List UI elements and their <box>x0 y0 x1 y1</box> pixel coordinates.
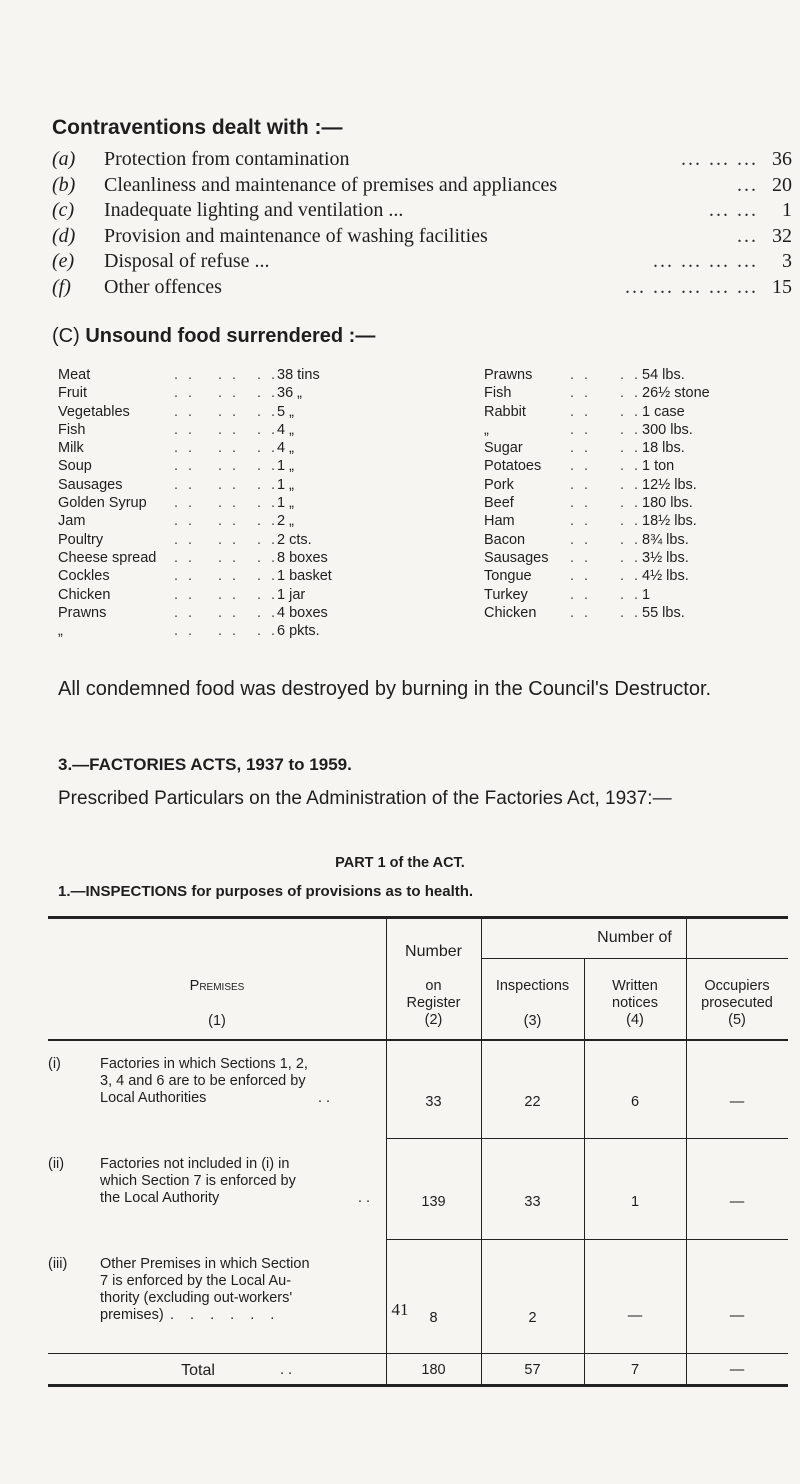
row-label-line: 7 is enforced by the Local Au- <box>100 1273 292 1289</box>
inspections-cell: 22 <box>524 1094 541 1110</box>
food-item: Pork <box>484 476 514 493</box>
leader-dots: . . <box>257 495 279 512</box>
leader-dots: . . <box>570 367 592 383</box>
list-item <box>52 276 792 302</box>
leader-dots: . . . . . . <box>170 1307 281 1323</box>
leader-dots: . . <box>570 476 592 493</box>
leader-dots: . . <box>218 513 240 530</box>
notices-cell: 1 <box>630 1194 640 1210</box>
leader-dots: . . <box>174 367 196 383</box>
leader-dots: . . <box>257 458 279 475</box>
leader-dots: . . <box>174 476 196 493</box>
header-rule <box>48 1039 788 1041</box>
item-text: Inadequate lighting and ventilation ... <box>104 199 404 222</box>
list-item <box>52 174 792 200</box>
food-quantity: 1 <box>642 586 651 603</box>
item-text: Disposal of refuse ... <box>104 250 270 273</box>
premises-header: Premises <box>189 978 245 994</box>
leader-dots: . . <box>570 604 592 621</box>
item-count: 3 <box>782 250 792 273</box>
leader-dots: . . <box>174 604 196 621</box>
leader-dots: . . <box>174 495 196 512</box>
item-text: Provision and maintenance of washing facilities <box>104 224 488 247</box>
inspections-header: Inspections <box>495 978 570 994</box>
section-title: Unsound food surrendered :— <box>85 325 376 347</box>
food-row <box>58 457 348 475</box>
unsound-food-heading <box>52 325 375 348</box>
item-text: Protection from contamination <box>104 148 350 170</box>
food-item: Jam <box>58 513 86 530</box>
leader-dots: . . <box>174 568 196 585</box>
item-count: 15 <box>772 275 792 298</box>
leader-dots: . . <box>318 1090 331 1106</box>
register-header-line: Register <box>406 995 461 1011</box>
total-label: Total <box>181 1362 215 1379</box>
food-quantity: 1 basket <box>277 568 332 585</box>
number-of-rule <box>481 958 788 959</box>
table-top-rule <box>48 916 788 919</box>
leader-dots: . . <box>570 586 592 603</box>
number-of-header: Number of <box>597 929 672 946</box>
leader-dots: . . <box>620 586 642 603</box>
prosecuted-cell: — <box>729 1308 745 1324</box>
food-item: Prawns <box>484 367 533 383</box>
food-quantity: 4 „ <box>277 440 294 457</box>
leader-dots: . . <box>570 403 592 420</box>
row-label-line: which Section 7 is enforced by <box>100 1173 296 1189</box>
leader-dots: . . <box>570 568 592 585</box>
list-item <box>52 250 792 276</box>
leader-dots: ... ... ... ... <box>653 250 758 273</box>
leader-dots: . . <box>257 513 279 530</box>
row-label-line: 3, 4 and 6 are to be enforced by <box>100 1073 306 1089</box>
food-row <box>58 421 348 439</box>
leader-dots: . . <box>174 513 196 530</box>
leader-dots: . . <box>620 476 642 493</box>
leader-dots: ... <box>737 173 758 196</box>
leader-dots: . . <box>218 403 240 420</box>
leader-dots: . . <box>620 421 642 438</box>
leader-dots: . . <box>257 623 279 640</box>
total-notices: 7 <box>630 1362 640 1378</box>
leader-dots: . . <box>570 531 592 548</box>
leader-dots: . . <box>257 531 279 548</box>
food-row <box>484 494 784 512</box>
food-quantity: 5 „ <box>277 403 294 420</box>
premises-col-number: (1) <box>208 1013 226 1029</box>
notices-cell: — <box>627 1308 643 1324</box>
row-label-line: Factories in which Sections 1, 2, <box>100 1056 308 1072</box>
food-quantity: 12½ lbs. <box>642 476 697 493</box>
leader-dots: . . <box>620 440 642 457</box>
food-quantity: 4 „ <box>277 421 294 438</box>
leader-dots: . . <box>570 440 592 457</box>
leader-dots: . . <box>174 440 196 457</box>
row-label-line: Other Premises in which Section <box>100 1256 310 1272</box>
leader-dots: . . <box>257 421 279 438</box>
item-text: Cleanliness and maintenance of premises and appliances <box>104 173 558 196</box>
item-letter: (e) <box>52 250 75 273</box>
food-quantity: 3½ lbs. <box>642 549 689 566</box>
food-item: Vegetables <box>58 403 130 420</box>
register-cell: 139 <box>421 1194 446 1210</box>
leader-dots: . . <box>620 513 642 530</box>
food-row <box>484 567 784 585</box>
food-item: Ham <box>484 513 515 530</box>
inspections-heading: 1.—INSPECTIONS for purposes of provisions as to health. <box>58 883 474 900</box>
leader-dots: . . <box>570 385 592 402</box>
leader-dots: . . <box>218 568 240 585</box>
leader-dots: . . <box>218 458 240 475</box>
register-cell: 8 <box>429 1310 438 1326</box>
notices-header-line: Written <box>612 978 658 994</box>
food-item: Prawns <box>58 604 107 621</box>
food-item: Bacon <box>484 531 526 548</box>
food-item: „ <box>58 623 63 640</box>
leader-dots: ... ... <box>709 199 758 222</box>
occupiers-col-number: (5) <box>728 1012 746 1028</box>
row-rule <box>386 1138 788 1139</box>
food-item: Cheese spread <box>58 549 157 566</box>
leader-dots: . . <box>174 623 196 640</box>
notices-header-line: notices <box>612 995 658 1011</box>
food-row <box>58 403 348 421</box>
leader-dots: . . <box>174 458 196 475</box>
list-item <box>52 148 792 174</box>
food-item: Meat <box>58 367 91 383</box>
leader-dots: . . <box>570 513 592 530</box>
food-item: Tongue <box>484 568 532 585</box>
contraventions-list <box>52 148 792 302</box>
leader-dots: . . <box>257 403 279 420</box>
total-inspections: 57 <box>524 1362 541 1378</box>
leader-dots: . . <box>218 385 240 402</box>
row-number: (iii) <box>48 1256 68 1272</box>
food-item: Sugar <box>484 440 523 457</box>
item-letter: (b) <box>52 173 76 196</box>
item-letter: (c) <box>52 199 75 222</box>
register-col-number: (2) <box>424 1012 443 1028</box>
leader-dots: . . <box>620 367 642 383</box>
row-label-line: Factories not included in (i) in <box>100 1156 290 1172</box>
food-quantity: 1 „ <box>277 495 294 512</box>
leader-dots: . . <box>280 1362 293 1378</box>
row-label-line: thority (excluding out-workers' <box>100 1290 293 1306</box>
food-row <box>58 622 348 640</box>
leader-dots: . . <box>174 385 196 402</box>
leader-dots: . . <box>218 440 240 457</box>
food-row <box>484 457 784 475</box>
food-row <box>58 512 348 530</box>
food-row <box>58 586 348 604</box>
food-quantity: 26½ stone <box>642 385 710 402</box>
leader-dots: . . <box>570 549 592 566</box>
leader-dots: . . <box>218 531 240 548</box>
leader-dots: ... ... ... <box>681 148 758 170</box>
food-quantity: 300 lbs. <box>642 421 693 438</box>
leader-dots: . . <box>257 367 279 383</box>
item-letter: (d) <box>52 224 76 247</box>
food-item: Poultry <box>58 531 104 548</box>
register-header-line: on <box>425 978 442 994</box>
leader-dots: . . <box>620 568 642 585</box>
food-row <box>484 366 784 384</box>
food-item: Turkey <box>484 586 528 603</box>
food-item: „ <box>484 421 489 438</box>
item-count: 32 <box>772 224 792 247</box>
food-quantity: 36 „ <box>277 385 302 402</box>
food-row <box>484 384 784 402</box>
food-quantity: 2 „ <box>277 513 294 530</box>
leader-dots: . . <box>257 476 279 493</box>
food-item: Potatoes <box>484 458 542 475</box>
food-row <box>58 549 348 567</box>
food-item: Chicken <box>484 604 537 621</box>
food-item: Cockles <box>58 568 110 585</box>
table-bottom-rule <box>48 1384 788 1387</box>
leader-dots: . . <box>174 586 196 603</box>
leader-dots: ... <box>737 224 758 247</box>
leader-dots: . . <box>218 586 240 603</box>
leader-dots: . . <box>620 549 642 566</box>
leader-dots: . . <box>620 385 642 402</box>
inspections-col-number: (3) <box>523 1013 542 1029</box>
food-row <box>58 384 348 402</box>
food-item: Fruit <box>58 385 87 402</box>
leader-dots: . . <box>620 458 642 475</box>
total-rule <box>48 1353 788 1354</box>
notices-col-number: (4) <box>626 1012 644 1028</box>
food-quantity: 180 lbs. <box>642 495 693 512</box>
item-count: 1 <box>782 199 792 222</box>
food-row <box>484 604 784 622</box>
leader-dots: . . <box>174 421 196 438</box>
leader-dots: . . <box>257 440 279 457</box>
contraventions-heading: Contraventions dealt with :— <box>52 116 343 139</box>
page-number: 41 <box>391 1300 409 1319</box>
leader-dots: . . <box>174 403 196 420</box>
register-header-line: Number <box>405 943 462 960</box>
occupiers-header-line: Occupiers <box>704 978 770 994</box>
item-letter: (f) <box>52 275 71 298</box>
leader-dots: . . <box>570 421 592 438</box>
leader-dots: . . <box>174 549 196 566</box>
leader-dots: . . <box>218 367 240 383</box>
food-quantity: 2 cts. <box>277 531 312 548</box>
food-item: Sausages <box>484 549 549 566</box>
food-item: Milk <box>58 440 84 457</box>
leader-dots: . . <box>570 458 592 475</box>
item-count: 36 <box>772 148 792 170</box>
food-row <box>58 567 348 585</box>
item-count: 20 <box>772 173 792 196</box>
leader-dots: . . <box>218 421 240 438</box>
leader-dots: . . <box>218 604 240 621</box>
leader-dots: . . <box>620 403 642 420</box>
inspections-cell: 33 <box>524 1194 541 1210</box>
item-letter: (a) <box>52 148 76 170</box>
leader-dots: . . <box>218 623 240 640</box>
inspections-cell: 2 <box>528 1310 537 1326</box>
leader-dots: . . <box>257 549 279 566</box>
list-item <box>52 225 792 251</box>
food-quantity: 4½ lbs. <box>642 568 689 585</box>
food-row <box>484 512 784 530</box>
row-number: (i) <box>48 1056 61 1072</box>
section-label: (C) <box>52 325 80 347</box>
food-item: Chicken <box>58 586 111 603</box>
food-item: Rabbit <box>484 403 526 420</box>
prosecuted-cell: — <box>729 1094 745 1110</box>
food-quantity: 1 „ <box>277 476 294 493</box>
food-quantity: 38 tins <box>277 367 320 383</box>
leader-dots: . . <box>257 385 279 402</box>
leader-dots: . . <box>358 1190 371 1206</box>
food-item: Sausages <box>58 476 123 493</box>
item-text: Other offences <box>104 275 222 298</box>
list-item <box>52 199 792 225</box>
food-row <box>58 531 348 549</box>
food-quantity: 55 lbs. <box>642 604 685 621</box>
row-label-line: Local Authorities <box>100 1090 207 1106</box>
total-register: 180 <box>421 1362 446 1378</box>
leader-dots: ... ... ... ... ... <box>625 275 758 298</box>
food-item: Fish <box>58 421 86 438</box>
condemned-note: All condemned food was destroyed by burning in the Council's Destructor. <box>58 678 712 700</box>
prosecuted-cell: — <box>729 1194 745 1210</box>
food-item: Golden Syrup <box>58 495 147 512</box>
part-heading: PART 1 of the ACT. <box>335 855 465 871</box>
leader-dots: . . <box>174 531 196 548</box>
food-row <box>484 476 784 494</box>
food-row <box>58 476 348 494</box>
food-quantity: 4 boxes <box>277 604 328 621</box>
food-item: Beef <box>484 495 514 512</box>
total-prosecuted: — <box>729 1362 745 1378</box>
factories-heading: 3.—FACTORIES ACTS, 1937 to 1959. <box>58 755 352 774</box>
leader-dots: . . <box>218 549 240 566</box>
leader-dots: . . <box>218 495 240 512</box>
prescribed-particulars: Prescribed Particulars on the Administration of the Factories Act, 1937:— <box>58 788 672 809</box>
food-quantity: 8¾ lbs. <box>642 531 689 548</box>
food-row <box>484 421 784 439</box>
food-row <box>484 531 784 549</box>
food-row <box>484 403 784 421</box>
leader-dots: . . <box>620 495 642 512</box>
food-row <box>58 366 348 384</box>
leader-dots: . . <box>570 495 592 512</box>
food-item: Fish <box>484 385 512 402</box>
leader-dots: . . <box>218 476 240 493</box>
leader-dots: . . <box>257 568 279 585</box>
food-row <box>484 439 784 457</box>
leader-dots: . . <box>620 604 642 621</box>
row-label-line: premises) <box>100 1307 164 1323</box>
food-quantity: 1 jar <box>277 586 306 603</box>
notices-cell: 6 <box>630 1094 640 1110</box>
food-list-right <box>484 366 784 622</box>
food-quantity: 1 case <box>642 403 685 420</box>
leader-dots: . . <box>257 586 279 603</box>
leader-dots: . . <box>620 531 642 548</box>
food-quantity: 8 boxes <box>277 549 328 566</box>
occupiers-header-line: prosecuted <box>701 995 773 1011</box>
food-quantity: 54 lbs. <box>642 367 685 383</box>
food-row <box>58 604 348 622</box>
food-quantity: 6 pkts. <box>277 623 320 640</box>
food-quantity: 18½ lbs. <box>642 513 697 530</box>
food-list-left <box>58 366 348 640</box>
leader-dots: . . <box>257 604 279 621</box>
food-row <box>484 549 784 567</box>
food-row <box>484 586 784 604</box>
food-quantity: 1 ton <box>642 458 675 475</box>
row-number: (ii) <box>48 1156 65 1172</box>
food-row <box>58 439 348 457</box>
food-item: Soup <box>58 458 92 475</box>
register-cell: 33 <box>425 1094 442 1110</box>
row-label-line: the Local Authority <box>100 1190 220 1206</box>
food-row <box>58 494 348 512</box>
food-quantity: 18 lbs. <box>642 440 685 457</box>
food-quantity: 1 „ <box>277 458 294 475</box>
row-rule <box>386 1239 788 1240</box>
